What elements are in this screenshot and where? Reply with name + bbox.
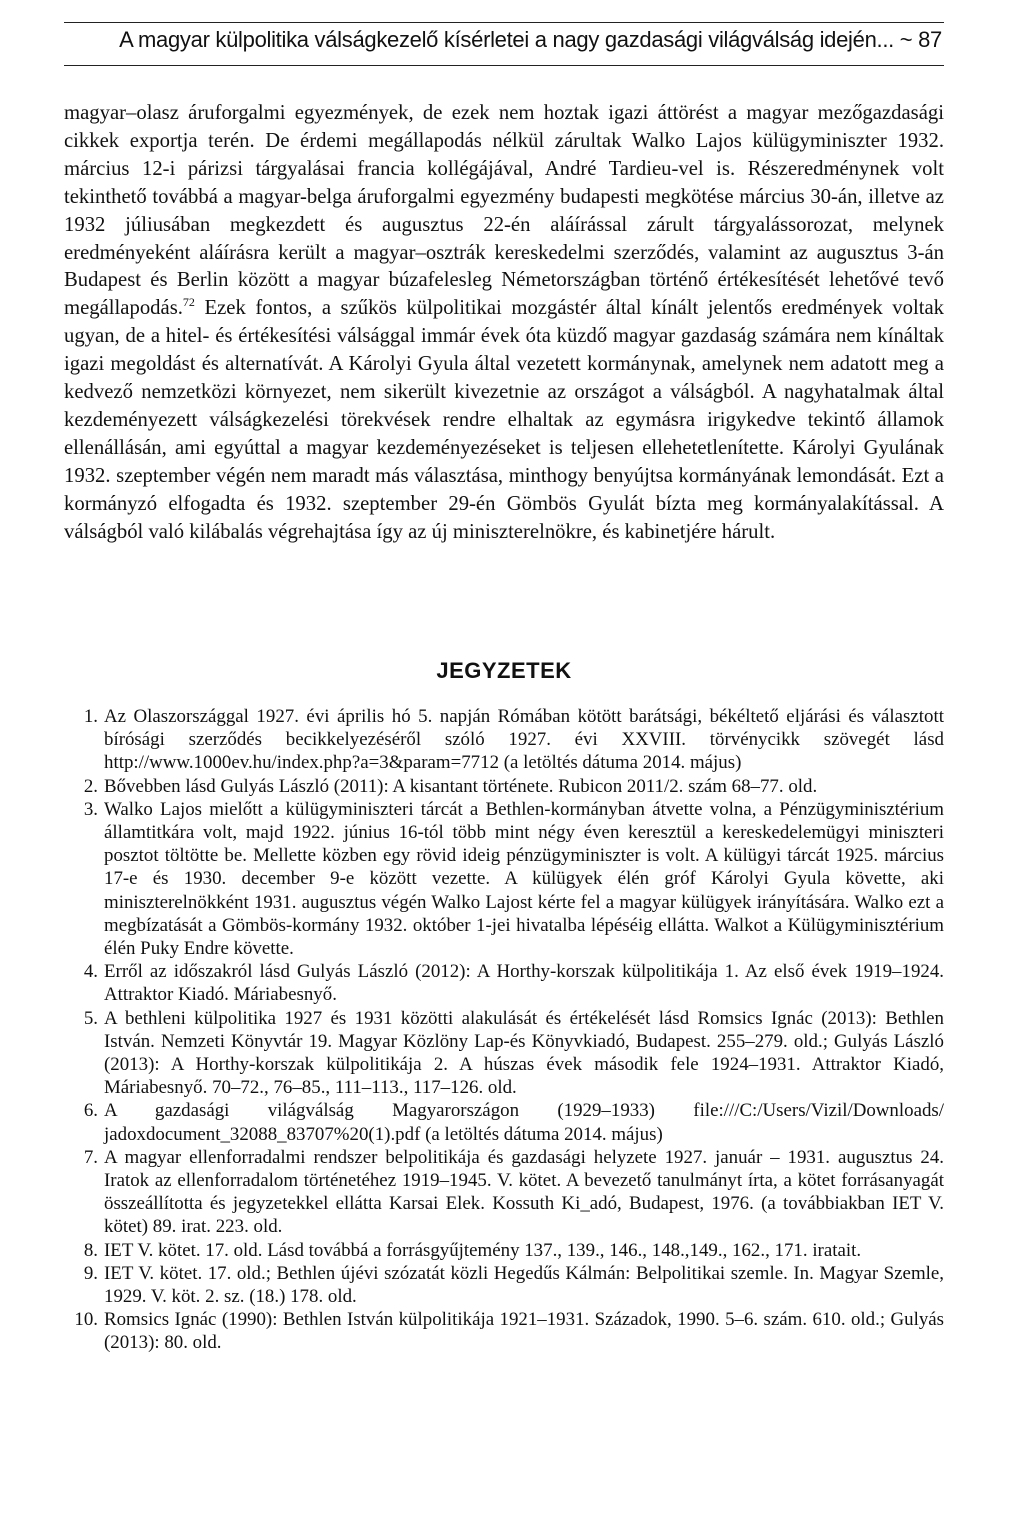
note-number: 4.: [83, 961, 98, 983]
note-text: Romsics Ignác (1990): Bethlen István külpolitikája 1921–1931. Századok, 1990. 5–6. szám. 610. old.; Gulyás (2013): 80. old.: [104, 1309, 944, 1354]
note-text: A gazdasági világválság Magyarországon (1929–1933) file:///C:/Users/Vizil/Downloads/ jadoxdocument_32088_83707%20(1).pdf (a letöltés dátuma 2014. május): [104, 1100, 944, 1145]
running-title: A magyar külpolitika válságkezelő kísérletei a nagy gazdasági világválság idején... ~ 87: [119, 27, 942, 52]
note-text: IET V. kötet. 17. old. Lásd továbbá a forrásgyűjtemény 137., 139., 146., 148.,149., 162., 171. iratait.: [104, 1239, 862, 1261]
note-item: [64, 1146, 944, 1239]
note-number: 1.: [83, 706, 98, 727]
note-number: 2.: [83, 775, 98, 797]
note-item: [64, 705, 944, 775]
note-item: [64, 960, 944, 1006]
note-text: Walko Lajos mielőtt a külügyminiszteri tárcát a Bethlen-kormányban átvette volna, a Pénzügyminisztérium államtitkára volt, majd 1922. június 16-tól több mint négy éven keresztül a kereskedelemügyi miniszteri posztot töltötte be. Mellette közben egy rövid ideig pénzügyminiszter is volt. A külügyi tárcát 1925. március 17-e és 1930. december 9-e között vezette. A külügyek élén gróf Károlyi Gyula követte, aki miniszterelnökként 1931. augusztus végén Walko Lajost kérte fel a magyar külügyek irányítására. Walko ezt a megbízatását a Gömbös-kormány 1932. október 1-jei hivatalba lépéséig ellátta. Walkot a Külügyminisztérium élén Puky Endre követte.: [104, 798, 944, 960]
note-item: [64, 1007, 944, 1100]
note-item: [64, 1099, 944, 1145]
note-item: [64, 798, 944, 960]
body-text-part-2: Ezek fontos, a szűkös külpolitikai mozgástér által kínált jelentős eredmények voltak ugyan, de a hitel- és értékesítési válsággal immár évek óta küzdő magyar gazdaság számára nem kínáltak igazi megoldást és alternatívát. A Károlyi Gyula által vezetett kormánynak, amelynek nem adatott meg a kedvező nemzetközi környezet, nem sikerült kivezetnie az országot a válságból. A nagyhatalmak által kezdeményezett válságkezelési törekvések rendre elhaltak az egymásra irigykedve tekintő államok ellenállásán, ami egyúttal a magyar kezdeményezéseket is teljesen ellehetetlenítette. Károlyi Gyulának 1932. szeptember végén nem maradt más választása, minthogy benyújtsa kormányának lemondását. Ezt a kormányzó elfogadta és 1932. szeptember 29-én Gömbös Gyulát bízta meg kormányalakítással. A válságból való kilábalás végrehajtása így az új miniszterelnökre, és kabinetjére hárult.: [64, 297, 944, 543]
body-text-part-1: magyar–olasz áruforgalmi egyezmények, de ezek nem hoztak igazi áttörést a magyar mezőgazdasági cikkek exportja terén. De érdemi megállapodás nélkül zárultak Walko Lajos külügyminiszter 1932. március 12-i párizsi tárgyalásai francia kollégájával, André Tardieu-vel is. Részeredménynek volt tekinthető továbbá a magyar-belga áruforgalmi egyezmény budapesti megkötése március 30-án, illetve az 1932 júliusában megkezdett és augusztus 22-én aláírással zárult tárgyalássorozat, melynek eredményeként aláírásra került a magyar–osztrák kereskedelmi szerződés, valamint az augusztus 3-án Budapest és Berlin között a magyar búzafelesleg Németországban történő értékesítését lehetővé tevő megállapodás.: [64, 102, 944, 320]
note-number: 7.: [83, 1146, 98, 1168]
note-text: Erről az időszakról lásd Gulyás László (2012): A Horthy-korszak külpolitikája 1. Az első évek 1919–1924. Attraktor Kiadó. Máriabesnyő.: [104, 961, 944, 1006]
note-number: 10.: [74, 1309, 98, 1331]
note-number: 6.: [83, 1100, 98, 1122]
running-header: [64, 22, 944, 66]
main-text: [64, 100, 944, 547]
note-item: [64, 1308, 944, 1354]
note-number: 3.: [83, 798, 98, 820]
note-text: A bethleni külpolitika 1927 és 1931 közötti alakulását és értékelését lásd Romsics Ignác (2013): Bethlen István. Nemzeti Könyvtár 19. Magyar Közlöny Lap-és Könyvkiadó, Budapest. 255–279. old.; Gulyás László (2013): A Horthy-korszak külpolitikája 2. A húszas évek második fele 1924–1931. Attraktor Kiadó, Máriabesnyő. 70–72., 76–85., 111–113., 117–126. old.: [104, 1007, 944, 1099]
note-text: Bővebben lásd Gulyás László (2011): A kisantant története. Rubicon 2011/2. szám 68–77. old.: [104, 775, 818, 797]
note-text: A magyar ellenforradalmi rendszer belpolitikája és gazdasági helyzete 1927. január – 1931. augusztus 24. Iratok az ellenforradalom történetéhez 1919–1945. V. kötet. A bevezető tanulmányt írta, a kötet forrásanyagát összeállította és jegyzetekkel ellátta Karsai Elek. Kossuth Ki_adó, Budapest, 1976. (a továbbiakban IET V. kötet) 89. irat. 223. old.: [104, 1146, 944, 1238]
body-paragraph: [64, 100, 944, 547]
note-item: [64, 1262, 944, 1308]
note-number: 9.: [83, 1262, 98, 1284]
footnote-reference: 72: [182, 295, 195, 310]
notes-heading: JEGYZETEK: [436, 658, 572, 683]
note-number: 5.: [83, 1007, 98, 1029]
note-item: [64, 775, 944, 798]
notes-list: [64, 705, 944, 1355]
note-number: 8.: [83, 1239, 98, 1261]
note-text: IET V. kötet. 17. old.; Bethlen újévi szózatát közli Hegedűs Kálmán: Belpolitikai szemle. In. Magyar Szemle, 1929. V. köt. 2. sz. (18.) 178. old.: [104, 1262, 944, 1308]
note-text: Az Olaszországgal 1927. évi április hó 5. napján Rómában kötött barátsági, békéltető eljárási és választott bírósági szerződés becikkelyezéséről szóló 1927. évi XXVIII. törvénycikk szövegét lásd http://www.1000ev.hu/index.php?a=3&param=7712 (a letöltés dátuma 2014. május): [104, 706, 944, 774]
note-item: [64, 1239, 944, 1262]
